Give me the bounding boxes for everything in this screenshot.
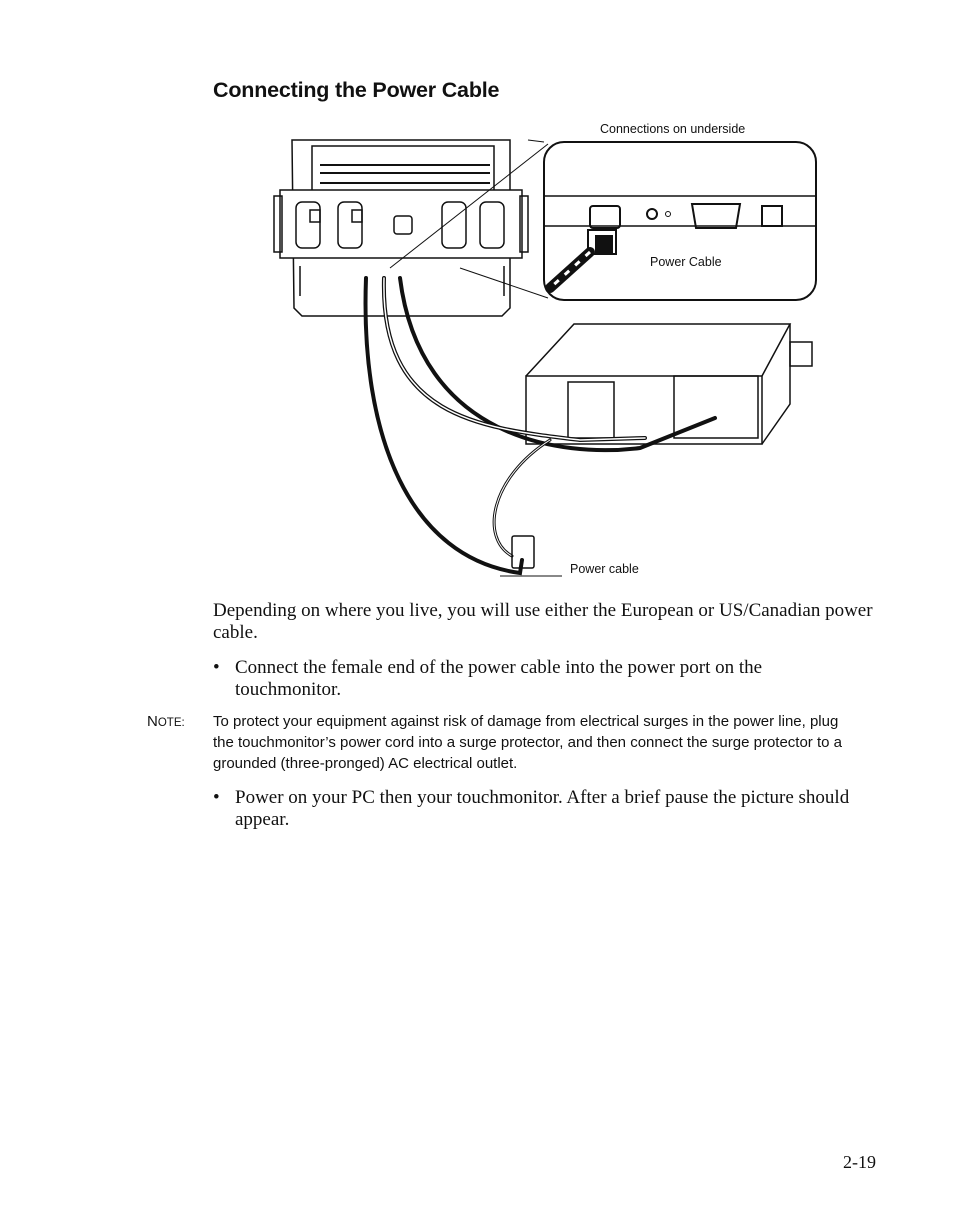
bullet-item [213, 657, 863, 701]
usb-cable [384, 278, 645, 440]
pc-outline [526, 376, 762, 444]
label-power-cable-callout: Power Cable [650, 255, 722, 269]
power-cable-pc [400, 278, 715, 450]
label-outlet-power-cable: Power cable [570, 562, 639, 576]
outlet-cable [494, 440, 550, 556]
bullet-item [213, 787, 863, 831]
page-number: 2-19 [843, 1152, 876, 1172]
bullet-symbol: • [213, 787, 220, 808]
note-label [147, 713, 185, 730]
note-text: To protect your equipment against risk of damage from electrical surges in the power line, plug the touchmonitor’s power cord into a surge protector, and then connect the surge protector to a grounded (three-pronged) AC electrical outlet. [213, 713, 842, 772]
label-connections-underside: Connections on underside [600, 122, 746, 136]
bullet-text: Power on your PC then your touchmonitor. After a brief pause the picture should appear. [235, 787, 850, 830]
note-label-rest: OTE: [157, 717, 185, 729]
connection-diagram-svg [260, 118, 860, 588]
section-heading: Connecting the Power Cable [213, 78, 500, 102]
connection-diagram [260, 118, 860, 588]
intro-paragraph: Depending on where you live, you will use either the European or US/Canadian power cable. [213, 600, 873, 643]
note-label-first: N [147, 713, 158, 730]
bullet-text: Connect the female end of the power cable into the power port on the touchmonitor. [235, 657, 763, 700]
bullet-symbol: • [213, 657, 220, 678]
callout-box [544, 142, 816, 300]
